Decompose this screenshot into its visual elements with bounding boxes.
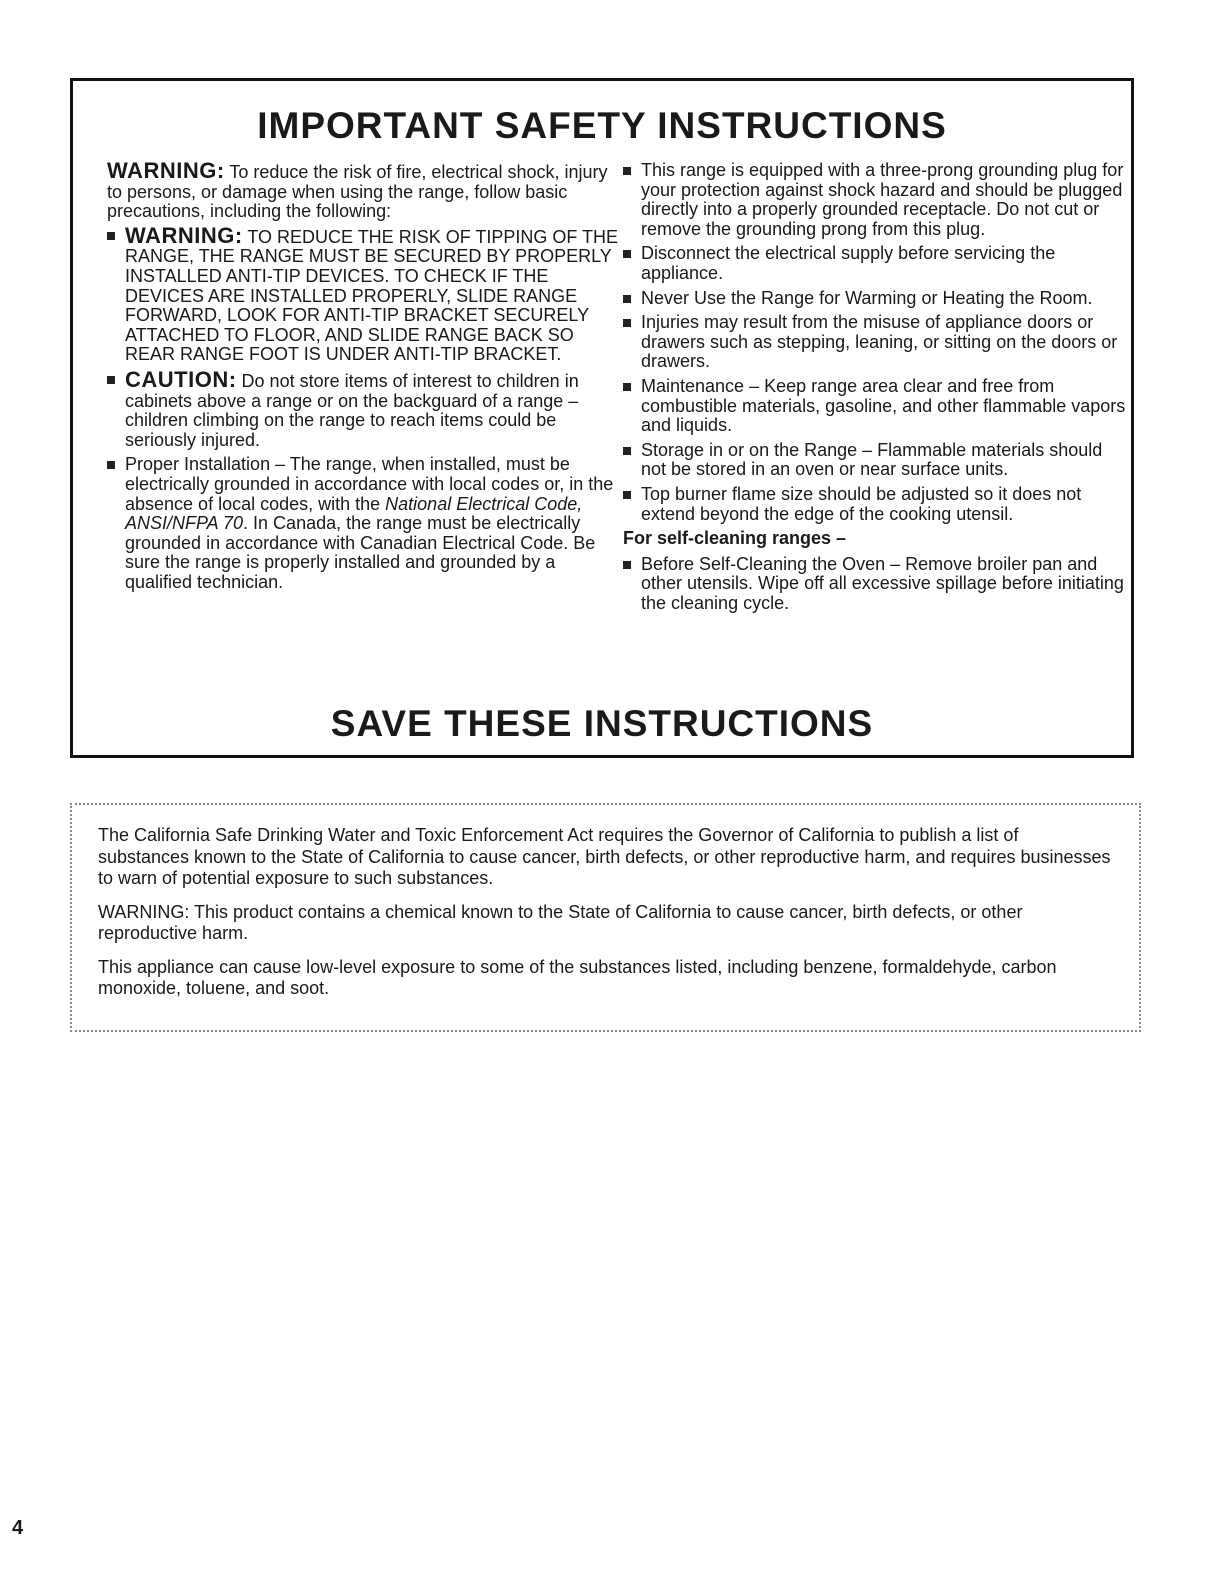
tip-warning-item [107,222,627,365]
door-misuse-text: Injuries may result from the misuse of appliance doors or drawers such as stepping, leaning, or sitting on the doors or drawers. [641,312,1118,372]
storage-item [623,441,1128,480]
page-number: 4 [12,1517,24,1539]
bullet-icon [623,491,631,499]
caution-text: Do not store items of interest to children in cabinets above a range or on the backguard of a range – children climbing on the range to reach items could be seriously injured. [125,370,579,450]
intro-warning-text: To reduce the risk of fire, electrical shock, injury to persons, or damage when using the range, follow basic precautions, including the following: [107,162,608,222]
save-instructions-title: SAVE THESE INSTRUCTIONS [330,703,874,744]
self-cleaning-heading: For self-cleaning ranges – [623,528,847,549]
no-heating-item [623,289,1128,309]
bullet-icon [623,447,631,455]
bullet-icon [107,461,115,469]
maintenance-item [623,377,1128,436]
prop65-paragraph-2: WARNING: This product contains a chemical known to the State of California to cause cancer, birth defects, or other reproductive harm. [98,901,1023,943]
self-cleaning-item [623,555,1128,614]
bullet-icon [623,561,631,569]
bullet-icon [623,383,631,391]
right-column [623,161,1128,618]
intro-warning-lead: WARNING: [107,158,225,183]
maintenance-text: Maintenance – Keep range area clear and free from combustible materials, gasoline, and other flammable vapors and liquids. [641,375,1126,436]
no-heating-text: Never Use the Range for Warming or Heating the Room. [641,287,1093,308]
installation-text-before: Proper Installation – The range, when installed, must be electrically grounded in accordance with local codes or, in the absence of local codes, with the [125,454,614,514]
bullet-icon [107,376,115,384]
disconnect-supply-text: Disconnect the electrical supply before servicing the appliance. [641,243,1056,283]
left-column [107,158,627,597]
storage-text: Storage in or on the Range – Flammable materials should not be stored in an oven or near surface units. [641,439,1103,480]
bullet-icon [623,250,631,258]
tip-warning-lead: WARNING: [125,222,243,248]
bullet-icon [107,232,115,240]
grounding-plug-text: This range is equipped with a three-prong grounding plug for your protection against shock hazard and should be plugged directly into a properly grounded receptacle. Do not cut or remove the grounding prong from this plug. [641,160,1124,239]
proper-installation-item [107,455,627,592]
prop65-paragraph-1: The California Safe Drinking Water and Toxic Enforcement Act requires the Governor of California to publish a list of substances known to the State of California to cause cancer, birth defects, or other reproductive harm, and requires businesses to warn of potential exposure to such substances. [98,825,1111,888]
safety-instructions-box [70,78,1134,758]
grounding-plug-item [623,161,1128,239]
prop65-paragraph-3: This appliance can cause low-level exposure to some of the substances listed, including benzene, formaldehyde, carbon monoxide, toluene, and soot. [98,956,1057,998]
installation-text-after: . In Canada, the range must be electrically grounded in accordance with Canadian Electrical Code. Be sure the range is properly installed and grounded by a qualified technician. [125,513,596,592]
safety-title: IMPORTANT SAFETY INSTRUCTIONS [257,105,947,146]
bullet-icon [623,295,631,303]
self-cleaning-text: Before Self-Cleaning the Oven – Remove broiler pan and other utensils. Wipe off all excessive spillage before initiating the cleaning cycle. [641,553,1124,613]
caution-item [107,366,627,450]
burner-flame-item [623,485,1128,524]
bullet-icon [623,167,631,175]
bullet-icon [623,319,631,327]
california-prop65-box [70,803,1141,1032]
tip-warning-text: TO REDUCE THE RISK OF TIPPING OF THE RANGE, THE RANGE MUST BE SECURED BY PROPERLY INSTALLED ANTI-TIP DEVICES. TO CHECK IF THE DEVICES ARE INSTALLED PROPERLY, SLIDE RANGE FORWARD, LOOK FOR ANTI-TIP BRACKET SECURELY ATTACHED TO FLOOR, AND SLIDE RANGE BACK SO REAR RANGE FOOT IS UNDER ANTI-TIP BRACKET. [125,226,619,365]
door-misuse-item [623,313,1128,372]
caution-lead: CAUTION: [125,366,237,392]
intro-warning [107,158,627,222]
disconnect-supply-item [623,244,1128,283]
electrical-code-reference: National Electrical Code, ANSI/NFPA 70 [125,493,583,534]
burner-flame-text: Top burner flame size should be adjusted so it does not extend beyond the edge of the cooking utensil. [641,483,1082,524]
